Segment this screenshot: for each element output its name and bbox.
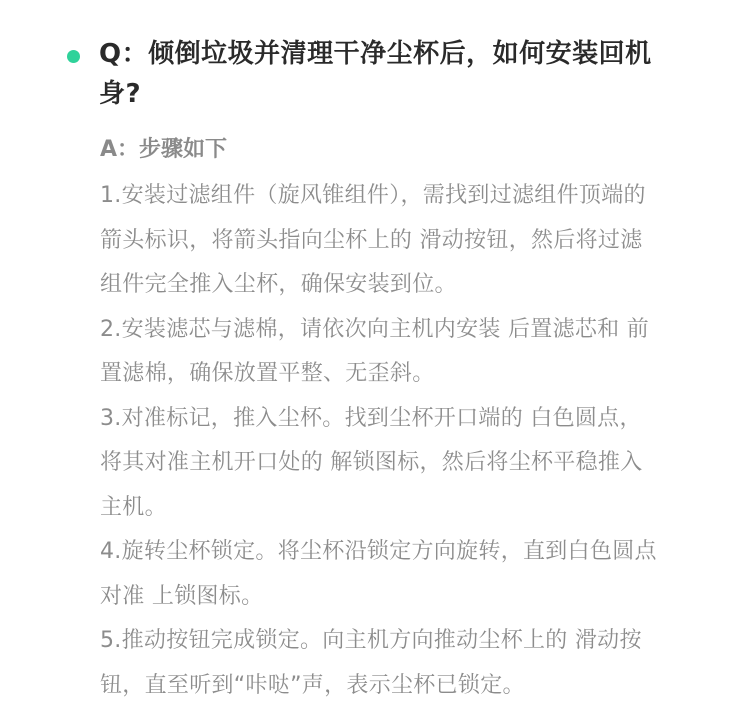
answer-step-4: 4.旋转尘杯锁定。将尘杯沿锁定方向旋转，直到白色圆点对准 上锁图标。 bbox=[100, 539, 657, 609]
answer-heading: A：步骤如下 bbox=[100, 137, 228, 162]
green-dot-bullet-icon bbox=[67, 50, 80, 63]
answer-step-1: 1.安装过滤组件（旋风锥组件），需找到过滤组件顶端的 箭头标识，将箭头指向尘杯上的 滑动按钮，然后将过滤组件完全推入尘杯，确保安装到位。 bbox=[100, 183, 646, 297]
answer-step-2: 2.安装滤芯与滤棉，请依次向主机内安装 后置滤芯和 前置滤棉，确保放置平整、无歪斜。 bbox=[100, 316, 650, 386]
answer-steps bbox=[100, 174, 660, 708]
answer-step-5: 5.推动按钮完成锁定。向主机方向推动尘杯上的 滑动按钮，直至听到“咔哒”声，表示尘杯已锁定。 bbox=[100, 628, 642, 698]
faq-question: Q：倾倒垃圾并清理干净尘杯后，如何安装回机身? bbox=[99, 39, 652, 109]
faq-answer bbox=[100, 130, 660, 708]
answer-step-3: 3.对准标记，推入尘杯。找到尘杯开口端的 白色圆点，将其对准主机开口处的 解锁图标，然后将尘杯平稳推入主机。 bbox=[100, 405, 643, 520]
